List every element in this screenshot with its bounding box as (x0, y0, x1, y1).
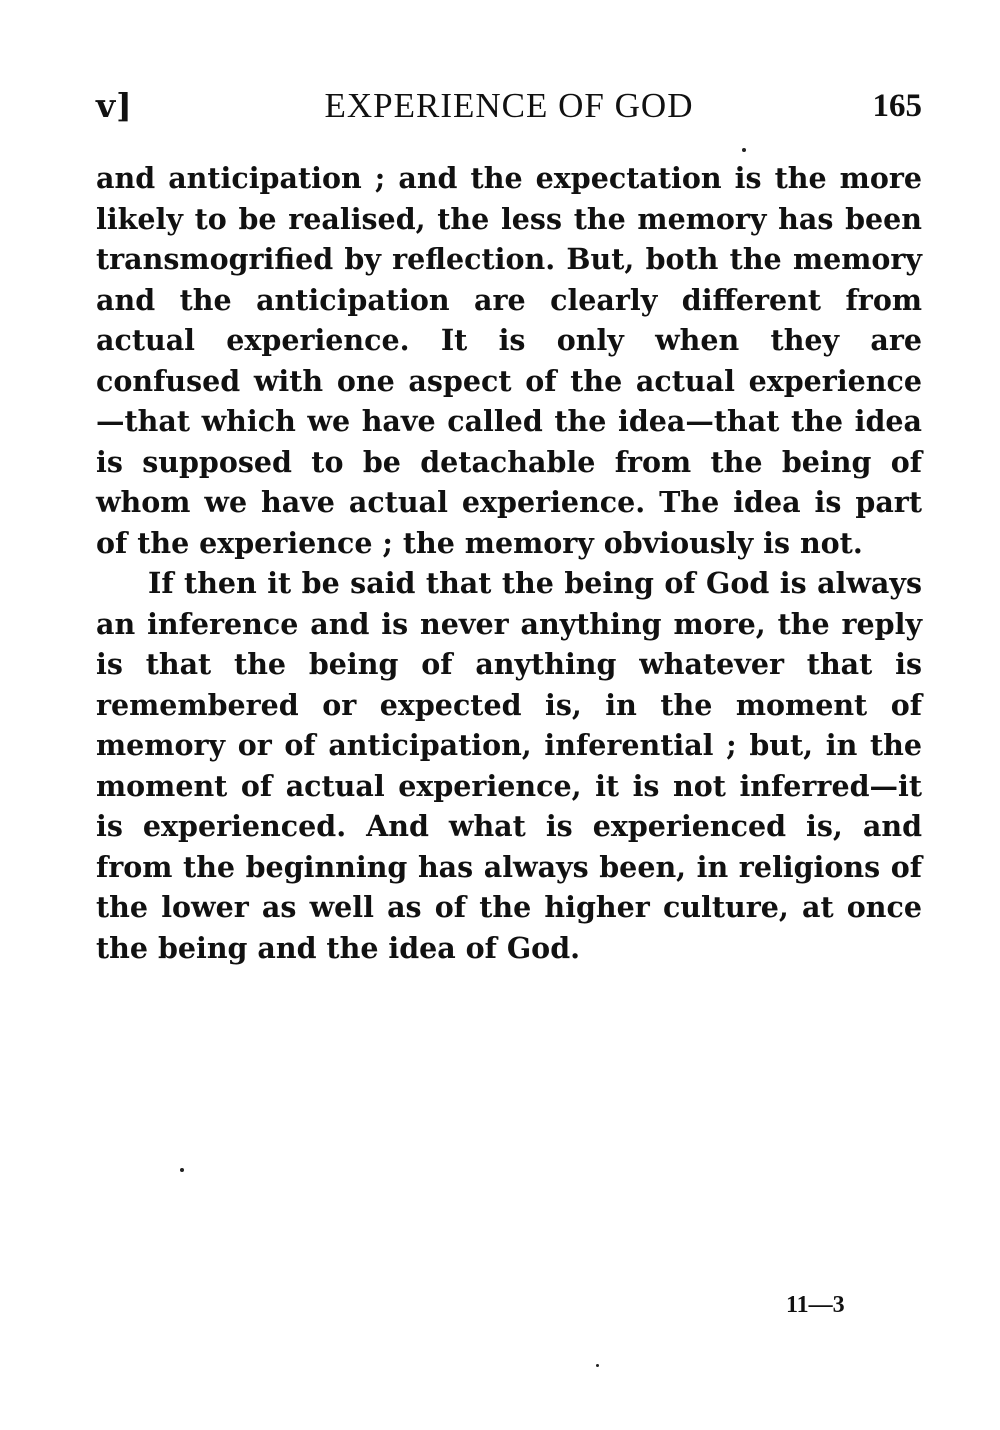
body-text (96, 158, 922, 968)
paragraph-continued: and anticipation ; and the expectation is the more likely to be realised, the less the memory has been transmogrified by reflection. But, both the memory and the anticipation are clearly different from actual experience. It is only when they are confused with one aspect of the actual experience—that which we have called the idea—that the idea is supposed to be detachable from the being of whom we have actual experience. The idea is part of the experience ; the memory obviously is not. (96, 161, 922, 560)
chapter-number: v] (96, 86, 133, 125)
print-speck (180, 1168, 184, 1172)
paragraph: If then it be said that the being of God is always an inference and is never anything more, the reply is that the being of anything whatever that is remembered or expected is, in the moment of memory or of anticipation, inferential ; but, in the moment of actual experience, it is not inferred—it is experienced. And what is experienced is, and from the beginning has always been, in religions of the lower as well as of the higher culture, at once the being and the idea of God. (96, 566, 922, 965)
running-head (96, 84, 922, 128)
print-speck (596, 1364, 599, 1367)
signature-mark: 11—3 (786, 1292, 845, 1318)
page-number: 165 (872, 88, 922, 124)
running-title: EXPERIENCE OF GOD (324, 86, 694, 125)
print-speck (742, 148, 746, 152)
